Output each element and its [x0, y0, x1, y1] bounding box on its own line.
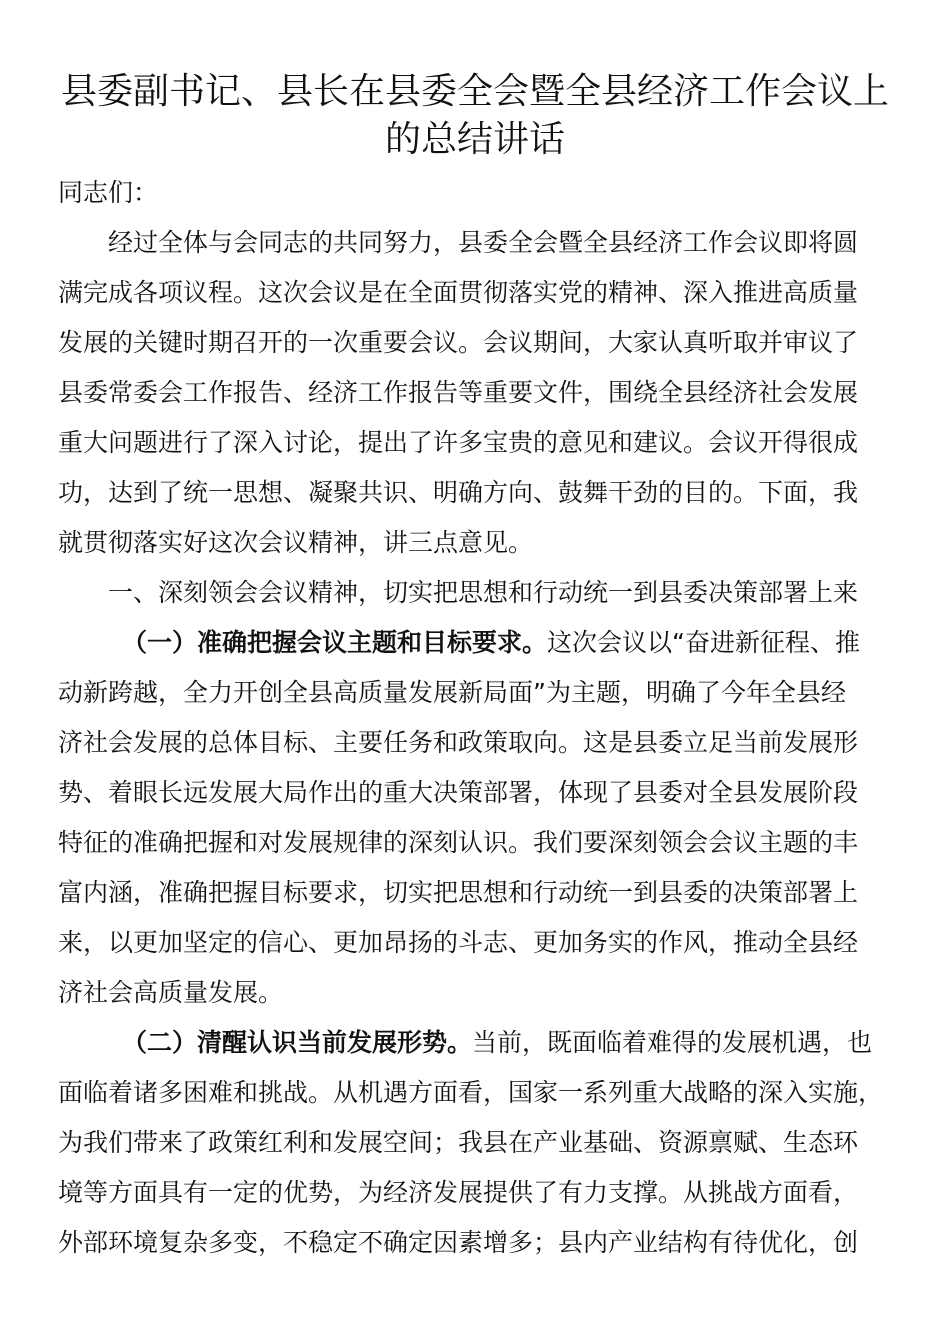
subsection-1-heading: （一）准确把握会议主题和目标要求。 [122, 628, 548, 657]
paragraph-line: 县委常委会工作报告、经济工作报告等重要文件，围绕全县经济社会发展 [58, 378, 859, 407]
paragraph-line: 就贯彻落实好这次会议精神，讲三点意见。 [58, 528, 534, 557]
paragraph-line: 发展的关键时期召开的一次重要会议。会议期间，大家认真听取并审议了 [58, 328, 859, 357]
subsection-1-first-line [58, 618, 878, 668]
paragraph-line: 济社会发展的总体目标、主要任务和政策取向。这是县委立足当前发展形 [58, 728, 859, 757]
paragraph-line: 功，达到了统一思想、凝聚共识、明确方向、鼓舞干劲的目的。下面，我 [58, 478, 859, 507]
paragraph-line: 动新跨越，全力开创全县高质量发展新局面”为主题，明确了今年全县经 [58, 678, 846, 707]
subsection-1-lead-text: 这次会议以“奋进新征程、推 [547, 628, 860, 657]
subsection-2-first-line [58, 1018, 878, 1068]
paragraph-line: 济社会高质量发展。 [58, 978, 284, 1007]
paragraph-line: 势、着眼长远发展大局作出的重大决策部署，体现了县委对全县发展阶段 [58, 778, 859, 807]
document-title [50, 68, 900, 164]
paragraph-line: 重大问题进行了深入讨论，提出了许多宝贵的意见和建议。会议开得很成 [58, 428, 859, 457]
title-line-1: 县委副书记、县长在县委全会暨全县经济工作会议上 [60, 71, 889, 112]
subsection-2 [58, 1018, 884, 1268]
paragraph-line: 来，以更加坚定的信心、更加昂扬的斗志、更加务实的作风，推动全县经 [58, 928, 859, 957]
paragraph-line: 富内涵，准确把握目标要求，切实把思想和行动统一到县委的决策部署上 [58, 878, 859, 907]
paragraph-1 [58, 218, 878, 568]
paragraph-line: 境等方面具有一定的优势，为经济发展提供了有力支撑。从挑战方面看， [58, 1178, 859, 1207]
subsection-2-heading: （二）清醒认识当前发展形势。 [122, 1028, 473, 1057]
paragraph-line: 外部环境复杂多变，不稳定不确定因素增多；县内产业结构有待优化，创 [58, 1228, 859, 1257]
paragraph-line: 经过全体与会同志的共同努力，县委全会暨全县经济工作会议即将圆 [108, 228, 859, 257]
subsection-2-lead-text: 当前，既面临着难得的发展机遇，也 [472, 1028, 873, 1057]
paragraph-line: 特征的准确把握和对发展规律的深刻认识。我们要深刻领会会议主题的丰 [58, 828, 859, 857]
title-line-2: 的总结讲话 [384, 119, 565, 160]
paragraph-line: 面临着诸多困难和挑战。从机遇方面看，国家一系列重大战略的深入实施， [58, 1078, 884, 1107]
section-1-heading: 一、深刻领会会议精神，切实把思想和行动统一到县委决策部署上来 [108, 578, 859, 607]
subsection-1 [58, 618, 878, 1018]
salutation: 同志们： [58, 178, 159, 207]
paragraph-line: 为我们带来了政策红利和发展空间；我县在产业基础、资源禀赋、生态环 [58, 1128, 859, 1157]
paragraph-line: 满完成各项议程。这次会议是在全面贯彻落实党的精神、深入推进高质量 [58, 278, 859, 307]
document-body [58, 168, 884, 1268]
